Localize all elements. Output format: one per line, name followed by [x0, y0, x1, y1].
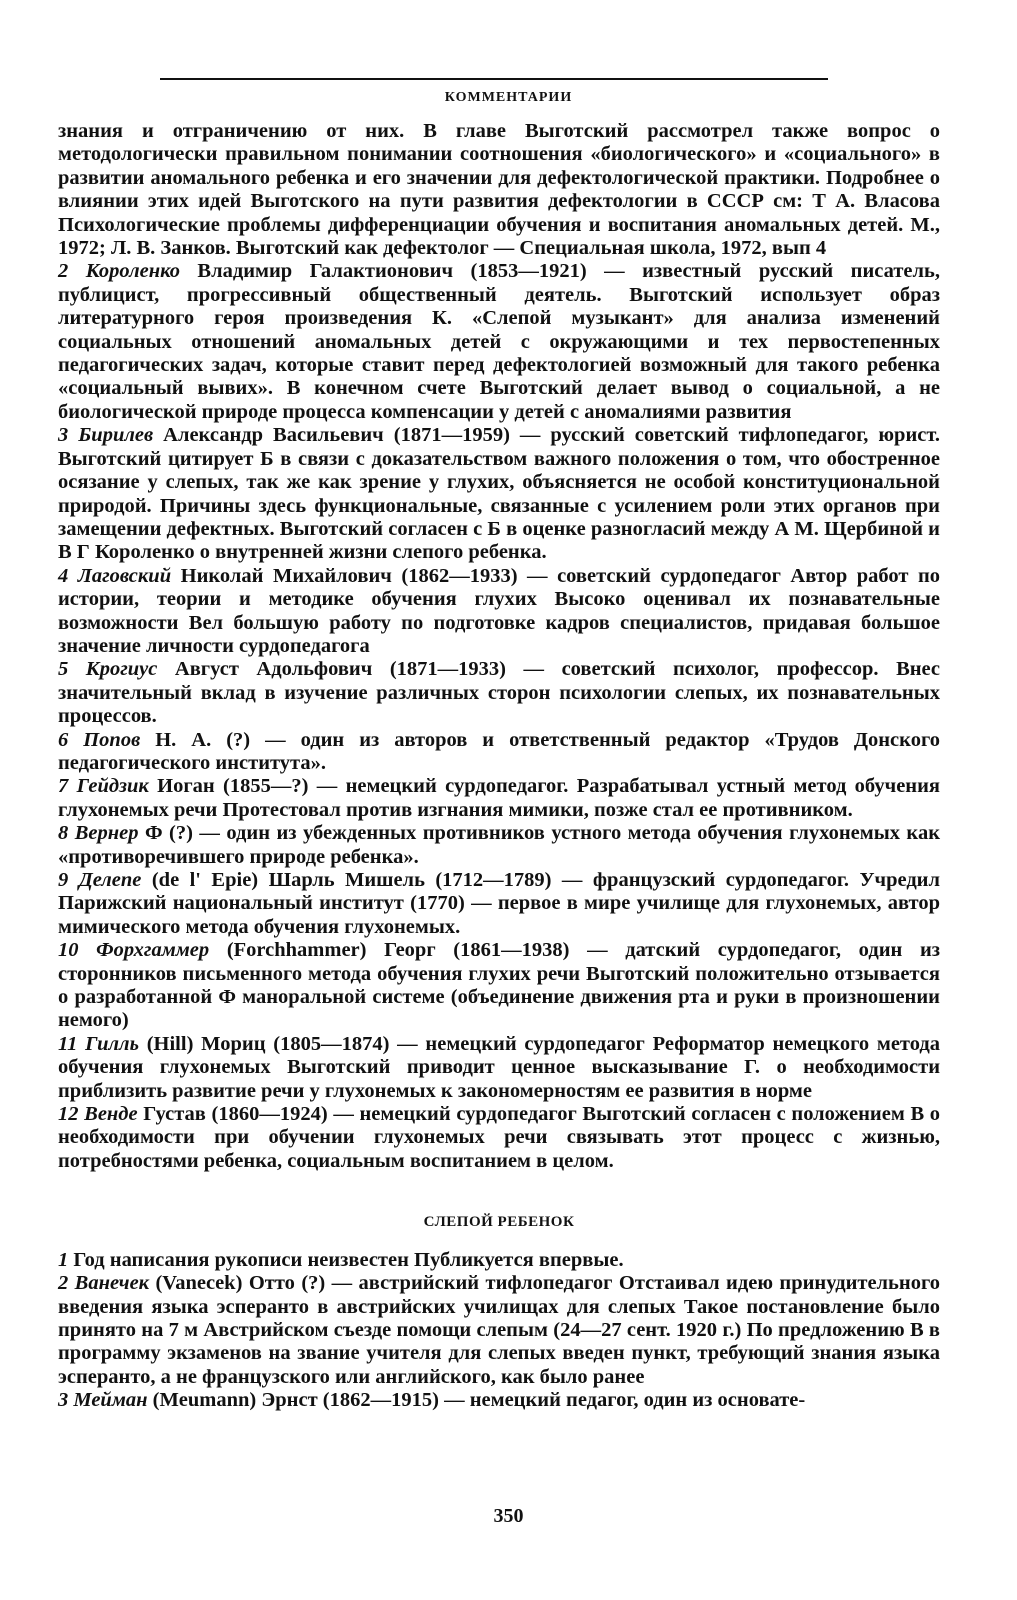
section-note [58, 1389, 940, 1412]
note-number: 11 [58, 1032, 78, 1055]
note-term: Гилль [85, 1032, 139, 1055]
note-text: (Hill) Мориц (1805—1874) — немецкий сурдопедагог Реформатор немецкого метода обучения глухонемых Выготский приводит ценное высказывание Г. о необходимости приблизить развитие речи у глухонемых к закономерностям ее развития в норме [58, 1032, 941, 1102]
note-term: Бирилев [78, 424, 154, 447]
note-text: Николай Михайлович (1862—1933) — советский сурдопедагог Автор работ по истории, теории и методике обучения глухих Высоко оценивал их познавательные возможности Вел большую работу по подготовке кадров специалистов, придавая большое значение личности сурдопедагога [58, 564, 941, 657]
note-term: Делепе [78, 869, 142, 891]
note-term: Крогиус [85, 658, 158, 681]
note-text: (Meumann) Эрнст (1862—1915) — немецкий педагог, один из основате- [152, 1389, 806, 1412]
note-term: Венде [84, 1103, 138, 1126]
page-number: 350 [493, 1505, 524, 1527]
note-number: 3 [58, 1389, 69, 1412]
commentary-note [58, 822, 940, 869]
note-number: 10 [58, 939, 79, 962]
note-text: Ф (?) — один из убежденных противников устного метода обучения глухонемых как «противоречившего природе ребенка». [58, 822, 940, 868]
note-text: (de l' Epie) Шарль Мишель (1712—1789) — французский сурдопедагог. Учредил Парижский национальный институт (1770) — первое в мире училище для глухонемых, автор мимического метода обучения глухонемых. [58, 869, 940, 938]
note-number: 8 [58, 822, 69, 845]
note-text: (Forchhammer) Георг (1861—1938) — датский сурдопедагог, один из сторонников письменного метода обучения глухих речи Выготский положительно отзывается о разработанной Ф манорaльной системе (объединение движения рта и руки в произношении немого) [58, 939, 941, 1032]
note-number: 5 [58, 658, 69, 681]
note-text: Н. А. (?) — один из авторов и ответственный редактор «Трудов Донского педагогического института». [58, 728, 940, 774]
note-number: 6 [58, 728, 69, 751]
note-number: 3 [58, 424, 69, 447]
note-term: Лаговский [77, 564, 172, 587]
section-heading: СЛЕПОЙ РЕБЕНОК [423, 1214, 575, 1231]
commentary-note [58, 775, 940, 822]
note-term: Гейдзик [76, 775, 149, 798]
commentary-notes [58, 260, 940, 1173]
section-notes [58, 1249, 940, 1413]
page-content [58, 120, 940, 1413]
running-head: КОММЕНТАРИИ [444, 90, 573, 105]
note-term: Короленко [85, 260, 180, 283]
note-text: (Vanecek) Отто (?) — австрийский тифлопедагог Отстаивал идею принудительного введения языка эсперанто в австрийских училищах для слепых Такое постановление было принято на 7 м Австрийском съезде помощи слепым (24—27 сент. 1920 г.) По предложению В в программу экзаменов на звание учителя для слепых введен пункт, требующий знания языка эсперанто, а не французского или английского, как было ранее [58, 1272, 941, 1388]
note-text: Густав (1860—1924) — немецкий сурдопедагог Выготский согласен с положением В о необходимости при обучении глухонемых речи связывать этот процесс с жизнью, потребностями ребенка, социальным воспитанием в целом. [58, 1103, 941, 1172]
note-text: Иоган (1855—?) — немецкий сурдопедагог. Разрабатывал устный метод обучения глухонемых речи Протестовал против изгнания мимики, позже стал ее противником. [58, 775, 941, 821]
commentary-note [58, 260, 940, 424]
note-number: 9 [58, 869, 69, 891]
note-term: Вернер [74, 822, 139, 845]
note-text: Август Адольфович (1871—1933) — советский психолог, профессор. Внес значительный вклад в изучение различных сторон психологии слепых, их познавательных процессов. [58, 658, 941, 728]
commentary-note [58, 869, 940, 939]
section-note [58, 1249, 940, 1272]
note-term: Мейман [73, 1389, 148, 1412]
commentary-note [58, 1033, 940, 1103]
commentary-note [58, 729, 940, 776]
header-rule [160, 78, 828, 80]
note-number: 7 [58, 775, 69, 798]
note-number: 2 [58, 1272, 69, 1295]
note-term: Форхгаммер [96, 939, 210, 962]
commentary-note [58, 424, 940, 564]
note-text: Александр Васильевич (1871—1959) — русский советский тифлопедагог, юрист. Выготский цитирует Б в связи с доказательством важного положения о том, что обостренное осязание у слепых, так же как зрение у глухих, объясняется не особой конституциональной природой. Причины здесь функциональные, связанные с усилением роли этих органов при замещении дефектных. Выготский согласен с Б в оценке разногласий между А М. Щербиной и В Г Короленко о внутренней жизни слепого ребенка. [58, 424, 941, 564]
commentary-note [58, 1103, 940, 1173]
note-term: Попов [83, 728, 141, 751]
note-text: Год написания рукописи неизвестен Публикуется впервые. [73, 1248, 624, 1271]
note-number: 1 [58, 1248, 69, 1271]
continuation-paragraph: знания и отграничению от них. В главе Выготский рассмотрел также вопрос о методологически правильном понимании соотношения «биологического» и «социального» в развитии аномального ребенка и его значении для дефектологической практики. Подробнее о влиянии этих идей Выготского на пути развития дефектологии в СССР см: Т А. Власова Психологические проблемы дифференциации обучения и воспитания аномальных детей. М., 1972; Л. В. Занков. Выготский как дефектолог — Специальная школа, 1972, вып 4 [58, 120, 940, 260]
note-number: 4 [58, 564, 69, 587]
note-number: 12 [58, 1103, 79, 1126]
section-note [58, 1272, 940, 1389]
note-term: Ванечек [74, 1272, 150, 1295]
note-number: 2 [58, 260, 69, 283]
commentary-note [58, 658, 940, 728]
commentary-note [58, 565, 940, 659]
note-text: Владимир Галактионович (1853—1921) — известный русский писатель, публицист, прогрессивный общественный деятель. Выготский использует образ литературного героя произведения К. «Слепой музыкант» для анализа изменений социальных отношений аномальных детей с окружающими и тех первостепенных педагогических задач, которые ставит перед дефектологией возможный для такого ребенка «социальный вывих». В конечном счете Выготский делает вывод о социальной, а не биологической природе процесса компенсации у детей с аномалиями развития [58, 260, 940, 423]
commentary-note [58, 939, 940, 1033]
